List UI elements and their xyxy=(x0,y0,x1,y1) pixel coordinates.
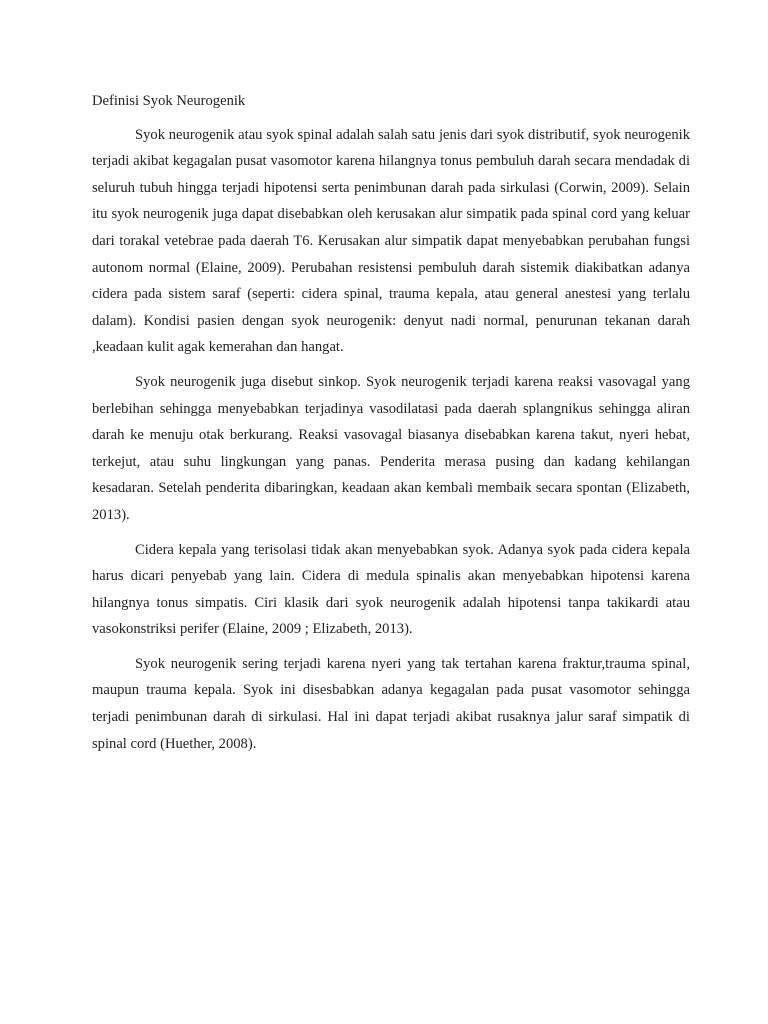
paragraph-1: Syok neurogenik atau syok spinal adalah salah satu jenis dari syok distributif, syok neurogenik terjadi akibat kegagalan pusat vasomotor karena hilangnya tonus pembuluh darah secara mendadak di seluruh tubuh hingga terjadi hipotensi serta penimbunan darah pada sirkulasi (Corwin, 2009). Selain itu syok neurogenik juga dapat disebabkan oleh kerusakan alur simpatik pada spinal cord yang keluar dari torakal vetebrae pada daerah T6. Kerusakan alur simpatik dapat menyebabkan perubahan fungsi autonom normal (Elaine, 2009). Perubahan resistensi pembuluh darah sistemik diakibatkan adanya cidera pada sistem saraf (seperti: cidera spinal, trauma kepala, atau general anestesi yang terlalu dalam). Kondisi pasien dengan syok neurogenik: denyut nadi normal, penurunan tekanan darah ,keadaan kulit agak kemerahan dan hangat. xyxy=(92,126,690,356)
paragraph-4: Syok neurogenik sering terjadi karena nyeri yang tak tertahan karena fraktur,trauma spinal, maupun trauma kepala. Syok ini disesbabkan adanya kegagalan pada pusat vasomotor sehingga terjadi penimbunan darah di sirkulasi. Hal ini dapat terjadi akibat rusaknya jalur saraf simpatik di spinal cord (Huether, 2008). xyxy=(92,655,690,752)
document-title: Definisi Syok Neurogenik xyxy=(92,93,246,109)
paragraph-2: Syok neurogenik juga disebut sinkop. Syok neurogenik terjadi karena reaksi vasovagal yang berlebihan sehingga menyebabkan terjadinya vasodilatasi pada daerah splangnikus sehingga aliran darah ke menuju otak berkurang. Reaksi vasovagal biasanya disebabkan karena takut, nyeri hebat, terkejut, atau suhu lingkungan yang panas. Penderita merasa pusing dan kadang kehilangan kesadaran. Setelah penderita dibaringkan, keadaan akan kembali membaik secara spontan (Elizabeth, 2013). xyxy=(92,373,690,523)
document-page xyxy=(92,88,690,765)
paragraph-3: Cidera kepala yang terisolasi tidak akan menyebabkan syok. Adanya syok pada cidera kepala harus dicari penyebab yang lain. Cidera di medula spinalis akan menyebabkan hipotensi karena hilangnya tonus simpatis. Ciri klasik dari syok neurogenik adalah hipotensi tanpa takikardi atau vasokonstriksi perifer (Elaine, 2009 ; Elizabeth, 2013). xyxy=(92,541,690,638)
